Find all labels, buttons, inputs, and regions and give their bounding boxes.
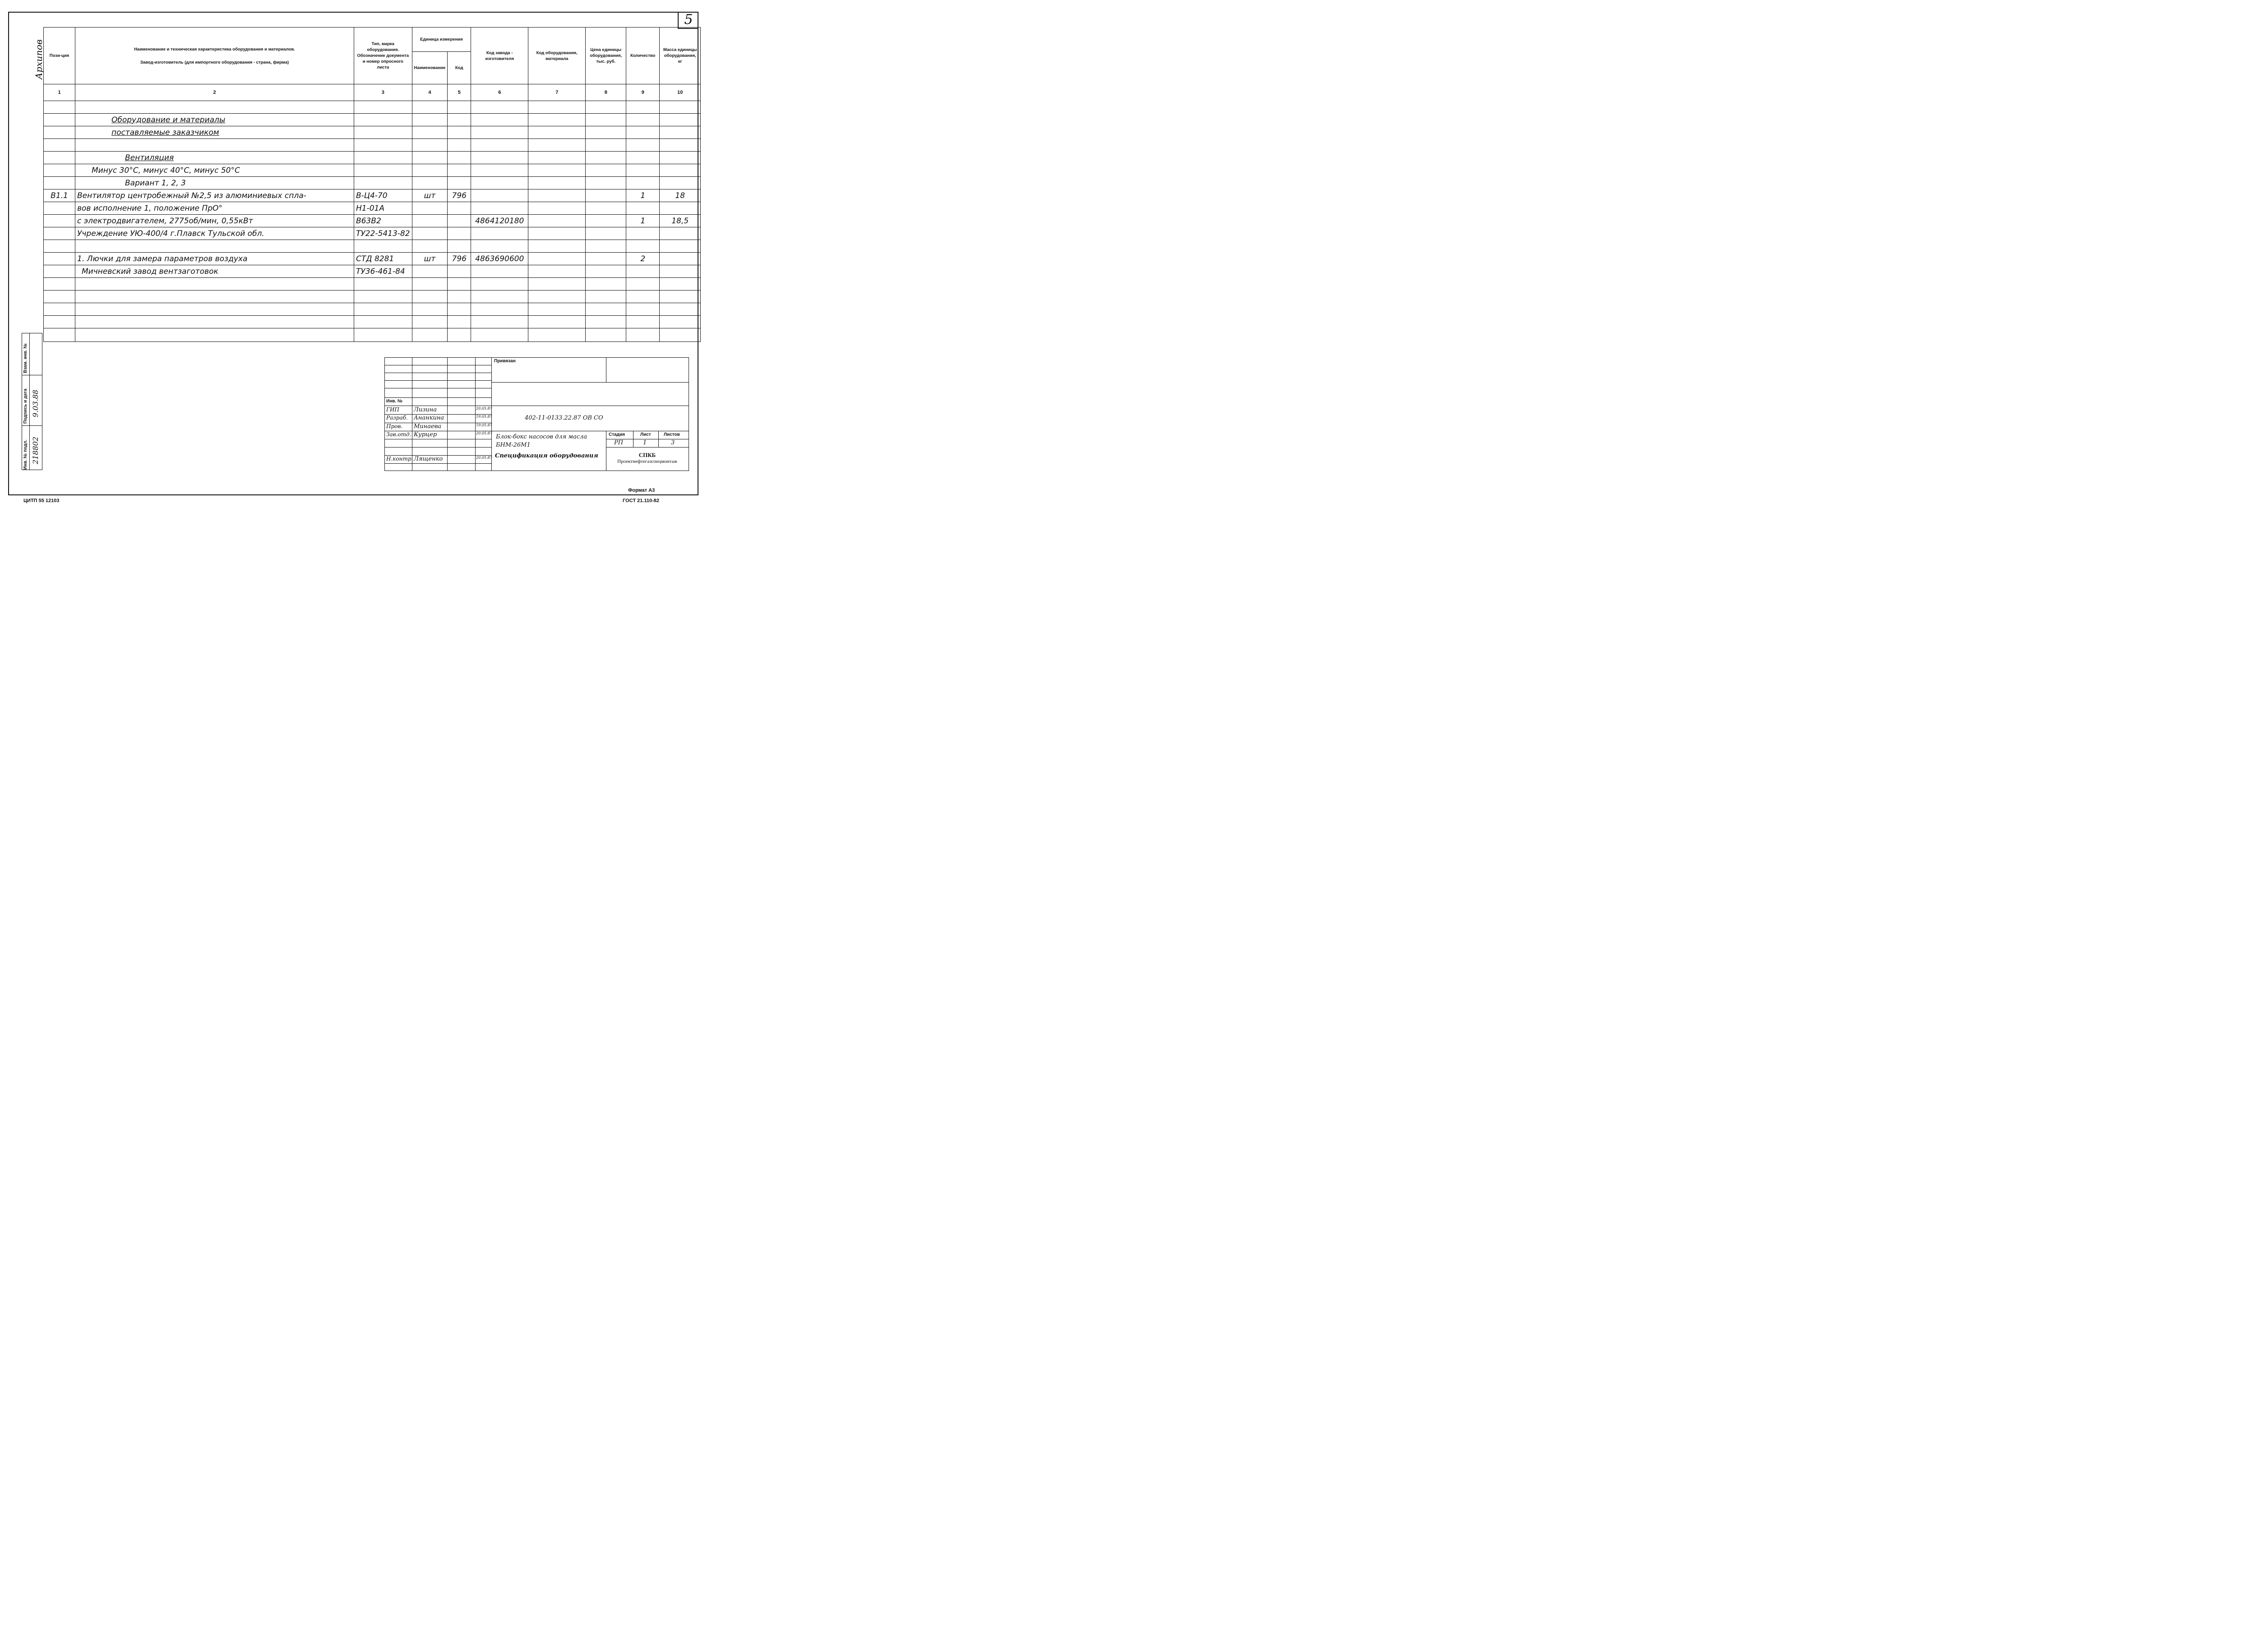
factory-code-cell: 4864120180 [471,215,528,227]
mass-cell [660,152,701,164]
unit-name-cell [412,240,448,253]
signer-role: Н.контр. [386,456,413,462]
equipment-code-cell [528,278,586,291]
equipment-code-cell [528,164,586,177]
price-cell [586,253,626,265]
document-code: 402-11-0133.22.87 ОВ СО [525,415,603,421]
factory-code-cell [471,240,528,253]
unit-name-cell [412,215,448,227]
table-row [44,126,701,139]
table-row [44,139,701,152]
title-block [384,357,689,471]
header-position: Пози-ция [44,28,75,84]
position-cell [44,303,75,316]
price-cell [586,101,626,114]
factory-code-cell [471,152,528,164]
equipment-code-cell [528,114,586,126]
position-cell [44,114,75,126]
table-row [44,291,701,303]
column-number-6: 6 [471,84,528,101]
mass-cell [660,253,701,265]
unit-name-cell [412,316,448,328]
sign-date: 20.05.87 [476,431,492,435]
factory-code-cell [471,177,528,189]
price-cell [586,240,626,253]
unit-name-cell [412,126,448,139]
position-cell [44,215,75,227]
signer-name: Курцер [414,431,437,438]
unit-name-cell [412,278,448,291]
price-cell [586,189,626,202]
header-unit-code: Код [448,52,471,84]
factory-code-cell [471,316,528,328]
name-cell: Оборудование и материалы [75,114,354,126]
position-cell [44,101,75,114]
unit-code-cell: 796 [448,253,471,265]
factory-code-cell [471,265,528,278]
column-number-8: 8 [586,84,626,101]
equipment-code-cell [528,328,586,342]
position-cell [44,139,75,152]
type-cell [354,164,412,177]
column-number-7: 7 [528,84,586,101]
table-row [44,316,701,328]
unit-code-cell [448,152,471,164]
header-unit-name: Наименование [412,52,448,84]
header-equipment-code: Код оборудования, материала [528,28,586,84]
mass-cell [660,126,701,139]
type-cell [354,152,412,164]
mass-cell [660,265,701,278]
mass-cell [660,278,701,291]
mass-cell [660,202,701,215]
name-cell: поставляемые заказчиком [75,126,354,139]
quantity-cell [626,101,660,114]
type-cell [354,139,412,152]
name-cell: Вентиляция [75,152,354,164]
position-cell [44,253,75,265]
table-row [44,240,701,253]
unit-name-cell [412,328,448,342]
unit-code-cell [448,215,471,227]
quantity-cell [626,328,660,342]
name-cell [75,101,354,114]
name-cell [75,139,354,152]
equipment-code-cell [528,126,586,139]
table-row [44,265,701,278]
unit-code-cell [448,328,471,342]
stage-value: РП [614,439,624,446]
quantity-cell [626,265,660,278]
label-podpis: Подпись и дата [23,388,28,424]
sign-date: 20.05.87 [476,406,492,411]
name-cell [75,328,354,342]
unit-name-cell [412,164,448,177]
factory-code-cell [471,101,528,114]
privyazan-label: Привязан [494,359,516,364]
table-row [44,202,701,215]
unit-name-cell [412,177,448,189]
signer-role: Зав.отд. [386,431,411,438]
equipment-code-cell [528,202,586,215]
column-number-1: 1 [44,84,75,101]
unit-name-cell [412,265,448,278]
factory-code-cell [471,126,528,139]
value-inv-podl: 218802 [31,436,40,464]
footer-right: ГОСТ 21.110-82 [623,498,660,503]
position-cell [44,152,75,164]
quantity-cell [626,177,660,189]
org-name-2: Проектнефтегазспецмонтаж [617,459,677,464]
price-cell [586,328,626,342]
type-cell [354,101,412,114]
price-cell [586,139,626,152]
table-row [44,328,701,342]
quantity-cell [626,202,660,215]
type-cell: В63В2 [354,215,412,227]
price-cell [586,227,626,240]
org-name-1: СПКБ [638,452,656,458]
name-cell: Мичневский завод вентзаготовок [75,265,354,278]
mass-cell [660,227,701,240]
header-name: Наименование и техническая характеристика оборудования и материалов. Завод-изготовитель (для импортного оборудования - страна, фирма) [75,28,354,84]
type-cell [354,278,412,291]
price-cell [586,303,626,316]
name-cell [75,303,354,316]
quantity-cell [626,126,660,139]
name-cell: 1. Лючки для замера параметров воздуха [75,253,354,265]
unit-code-cell [448,139,471,152]
signer-role: Разраб. [386,415,408,421]
price-cell [586,126,626,139]
factory-code-cell [471,303,528,316]
quantity-cell [626,164,660,177]
equipment-code-cell [528,253,586,265]
factory-code-cell [471,227,528,240]
factory-code-cell [471,189,528,202]
equipment-code-cell [528,139,586,152]
unit-code-cell [448,265,471,278]
header-quantity: Количество [626,28,660,84]
header-price: Цена единицы оборудования, тыс. руб. [586,28,626,84]
sign-date: 19.05.87 [476,415,492,419]
factory-code-cell [471,139,528,152]
price-cell [586,316,626,328]
name-cell: Учреждение УЮ-400/4 г.Плавск Тульской обл. [75,227,354,240]
column-number-9: 9 [626,84,660,101]
position-cell [44,177,75,189]
position-cell [44,227,75,240]
quantity-cell [626,114,660,126]
table-row [44,278,701,291]
factory-code-cell [471,202,528,215]
factory-code-cell [471,114,528,126]
specification-table [43,27,701,342]
value-podpis: 9.03.88 [31,389,40,417]
type-cell: ТУ22-5413-82 [354,227,412,240]
sheets-value: 3 [671,439,675,446]
table-row [44,164,701,177]
top-signature: Архипов [33,39,44,79]
mass-cell [660,139,701,152]
unit-code-cell [448,303,471,316]
name-cell: с электродвигателем, 2775об/мин, 0,55кВт [75,215,354,227]
price-cell [586,278,626,291]
unit-code-cell [448,227,471,240]
quantity-cell [626,227,660,240]
mass-cell [660,114,701,126]
table-row [44,303,701,316]
mass-cell [660,177,701,189]
quantity-cell [626,139,660,152]
page-number: 5 [678,12,698,29]
unit-code-cell [448,101,471,114]
unit-name-cell: шт [412,189,448,202]
quantity-cell [626,303,660,316]
type-cell [354,126,412,139]
unit-name-cell [412,139,448,152]
mass-cell [660,316,701,328]
inv-no-label: Инв. № [386,399,403,404]
unit-name-cell [412,291,448,303]
header-mass: Масса единицы оборудования, кг [660,28,701,84]
mass-cell [660,101,701,114]
price-cell [586,265,626,278]
quantity-cell: 1 [626,189,660,202]
sheet-label: Лист [640,432,651,437]
equipment-code-cell [528,101,586,114]
equipment-code-cell [528,177,586,189]
quantity-cell [626,291,660,303]
mass-cell [660,291,701,303]
name-cell: вов исполнение 1, положение ПрО° [75,202,354,215]
type-cell [354,114,412,126]
factory-code-cell [471,328,528,342]
factory-code-cell [471,278,528,291]
quantity-cell [626,278,660,291]
signer-role: Пров. [386,423,403,429]
quantity-cell [626,316,660,328]
table-row [44,215,701,227]
factory-code-cell [471,291,528,303]
stage-label: Стадия [609,432,625,437]
mass-cell: 18 [660,189,701,202]
unit-code-cell [448,278,471,291]
table-row [44,101,701,114]
sheet-value: 1 [643,439,647,446]
equipment-code-cell [528,227,586,240]
sheet-title: Спецификация оборудования [495,452,598,459]
column-number-4: 4 [412,84,448,101]
equipment-code-cell [528,189,586,202]
price-cell [586,164,626,177]
type-cell [354,291,412,303]
position-cell [44,240,75,253]
name-cell [75,291,354,303]
mass-cell: 18,5 [660,215,701,227]
position-cell [44,265,75,278]
type-cell: Н1-01А [354,202,412,215]
mass-cell [660,240,701,253]
signer-name: Минаева [414,423,442,430]
name-cell: Вентилятор центробежный №2,5 из алюминиевых спла- [75,189,354,202]
equipment-code-cell [528,291,586,303]
table-row [44,152,701,164]
type-cell: ТУ36-461-84 [354,265,412,278]
unit-code-cell [448,202,471,215]
equipment-code-cell [528,215,586,227]
table-row [44,177,701,189]
unit-name-cell: шт [412,253,448,265]
table-row [44,227,701,240]
unit-name-cell [412,114,448,126]
quantity-cell: 2 [626,253,660,265]
equipment-code-cell [528,265,586,278]
column-number-3: 3 [354,84,412,101]
column-number-10: 10 [660,84,701,101]
unit-name-cell [412,101,448,114]
equipment-code-cell [528,316,586,328]
price-cell [586,114,626,126]
header-unit: Единица измерения [412,28,471,52]
signer-role: ГИП [386,406,399,413]
position-cell [44,164,75,177]
header-type: Тип, марка оборудования. Обозначение документа и номер опросного листа [354,28,412,84]
name-cell [75,240,354,253]
unit-name-cell [412,303,448,316]
unit-code-cell [448,291,471,303]
name-cell: Вариант 1, 2, 3 [75,177,354,189]
type-cell [354,240,412,253]
position-cell [44,126,75,139]
unit-code-cell [448,240,471,253]
quantity-cell: 1 [626,215,660,227]
name-cell [75,278,354,291]
factory-code-cell: 4863690600 [471,253,528,265]
type-cell [354,316,412,328]
sheets-label: Листов [664,432,680,437]
object-name: Блок-бокс насосов для масла БНМ-26М1 [496,434,587,448]
signer-name: Лизина [414,406,437,413]
equipment-code-cell [528,303,586,316]
unit-name-cell [412,202,448,215]
unit-code-cell [448,316,471,328]
unit-code-cell [448,126,471,139]
position-cell [44,316,75,328]
position-cell [44,278,75,291]
quantity-cell [626,152,660,164]
equipment-code-cell [528,240,586,253]
price-cell [586,177,626,189]
price-cell [586,152,626,164]
equipment-code-cell [528,152,586,164]
label-inv-podl: Инв. № подл. [23,439,28,470]
label-vzam: Взам. инв. № [23,343,28,373]
signer-name: Лященко [414,456,443,462]
price-cell [586,291,626,303]
position-cell: В1.1 [44,189,75,202]
unit-code-cell [448,114,471,126]
side-strip [22,333,42,470]
name-cell [75,316,354,328]
mass-cell [660,303,701,316]
sign-date: 20.05.87 [476,456,492,460]
table-row [44,189,701,202]
mass-cell [660,164,701,177]
mass-cell [660,328,701,342]
type-cell: В-Ц4-70 [354,189,412,202]
position-cell [44,291,75,303]
quantity-cell [626,240,660,253]
type-cell: СТД 8281 [354,253,412,265]
table-row [44,253,701,265]
sign-date: 19.05.87 [476,423,492,427]
unit-code-cell [448,164,471,177]
factory-code-cell [471,164,528,177]
unit-code-cell: 796 [448,189,471,202]
position-cell [44,328,75,342]
unit-name-cell [412,152,448,164]
format-label: Формат А3 [628,488,655,493]
unit-code-cell [448,177,471,189]
signer-name: Ананкина [414,415,444,421]
price-cell [586,202,626,215]
column-number-2: 2 [75,84,354,101]
header-factory-code: Код завода - изготовителя [471,28,528,84]
name-cell: Минус 30°С, минус 40°С, минус 50°С [75,164,354,177]
price-cell [586,215,626,227]
type-cell [354,303,412,316]
type-cell [354,177,412,189]
position-cell [44,202,75,215]
footer-left: ЦИТП 55 12103 [23,498,60,503]
unit-name-cell [412,227,448,240]
type-cell [354,328,412,342]
column-number-5: 5 [448,84,471,101]
table-row [44,114,701,126]
